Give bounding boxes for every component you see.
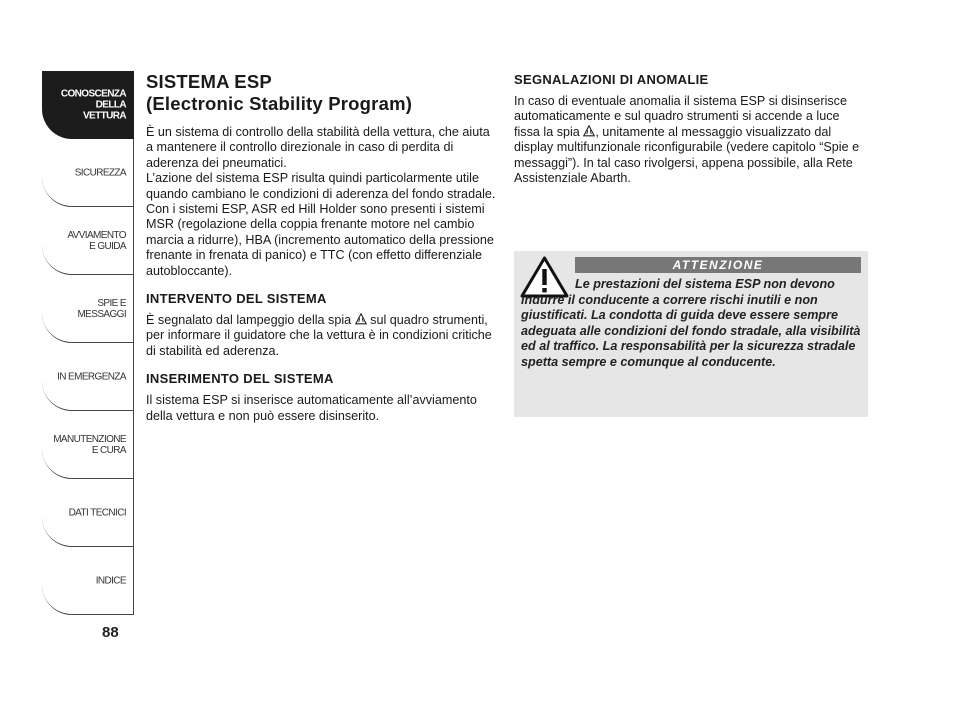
section-anomalie-title: SEGNALAZIONI DI ANOMALIE (514, 72, 709, 87)
warning-header: ATTENZIONE (575, 257, 861, 273)
section-anomalie-post: , unitamente al messaggio visualizzato dal display multifunzionale riconfigurabile (vedere capitolo “Spie e messaggi”). In tal caso rivolgersi, appena possibile, alla Rete Assistenziale Abarth. (514, 124, 860, 186)
paragraph-2: L’azione del sistema ESP risulta quindi particolarmente utile quando cambiano le condizioni di aderenza del fondo stradale. (146, 171, 496, 201)
tab-label: INDICE (95, 575, 126, 586)
section-intervento-post: sul quadro strumenti, per informare il guidatore che la vettura è in condizioni critiche di stabilità ed aderenza. (146, 313, 492, 358)
warning-text (521, 277, 863, 371)
page-number: 88 (102, 624, 119, 641)
tab-label: IN EMERGENZA (57, 371, 126, 382)
chapter-sidebar (42, 71, 134, 615)
tab-label: SPIE E MESSAGGI (77, 297, 126, 320)
section-inserimento-text: Il sistema ESP si inserisce automaticamente all’avviamento della vettura e non può essere disinserito. (146, 393, 477, 423)
section-inserimento-title: INSERIMENTO DEL SISTEMA (146, 371, 334, 387)
tab-label: SICUREZZA (74, 167, 126, 178)
tab-label: MANUTENZIONE E CURA (53, 433, 126, 456)
left-column (146, 71, 496, 424)
tab-avviamento-e-guida[interactable] (42, 207, 134, 275)
tab-in-emergenza[interactable] (42, 343, 134, 411)
esp-warning-light-icon (583, 125, 595, 137)
right-column (514, 71, 866, 186)
tab-indice[interactable] (42, 547, 134, 615)
warning-box (514, 251, 868, 417)
paragraph-3: Con i sistemi ESP, ASR ed Hill Holder sono presenti i sistemi MSR (regolazione della coppia frenante motore nel cambio marcia a ridurre), HBA (incremento automatico della pressione frenante in frenata di panico) e TTC (con effetto differenziale autobloccante). (146, 202, 494, 278)
section-intervento-title: INTERVENTO DEL SISTEMA (146, 291, 327, 307)
tab-sicurezza[interactable] (42, 139, 134, 207)
title-line-2: (Electronic Stability Program) (146, 93, 413, 114)
tab-spie-e-messaggi[interactable] (42, 275, 134, 343)
title-line-1: SISTEMA ESP (146, 71, 272, 92)
section-intervento-pre: È segnalato dal lampeggio della spia (146, 313, 352, 328)
tab-label: AVVIAMENTO E GUIDA (67, 229, 126, 252)
tab-label: DATI TECNICI (68, 507, 126, 518)
page-title (146, 71, 496, 115)
tab-dati-tecnici[interactable] (42, 479, 134, 547)
intro-paragraph: È un sistema di controllo della stabilità della vettura, che aiuta a mantenere il controllo direzionale in caso di perdita di aderenza dei pneumatici. (146, 125, 490, 170)
warning-text-content: Le prestazioni del sistema ESP non devono indurre il conducente a correre rischi inutili e non giustificati. La condotta di guida deve essere sempre adeguata alle condizioni del fondo stradale, alla visibilità ed al traffico. La responsabilità per la sicurezza stradale spetta sempre e comunque al conducente. (521, 277, 861, 369)
section-intervento-text (146, 313, 496, 359)
section-anomalie-text (514, 94, 866, 186)
section-anomalie-pre: In caso di eventuale anomalia il sistema ESP si disinserisce automaticamente e sul quadro strumenti si accende a luce fissa la spia (514, 94, 847, 139)
tab-manutenzione-e-cura[interactable] (42, 411, 134, 479)
tab-label: CONOSCENZA DELLA VETTURA (60, 88, 126, 121)
esp-warning-light-icon (355, 313, 367, 325)
tab-conoscenza-della-vettura[interactable] (42, 71, 134, 139)
